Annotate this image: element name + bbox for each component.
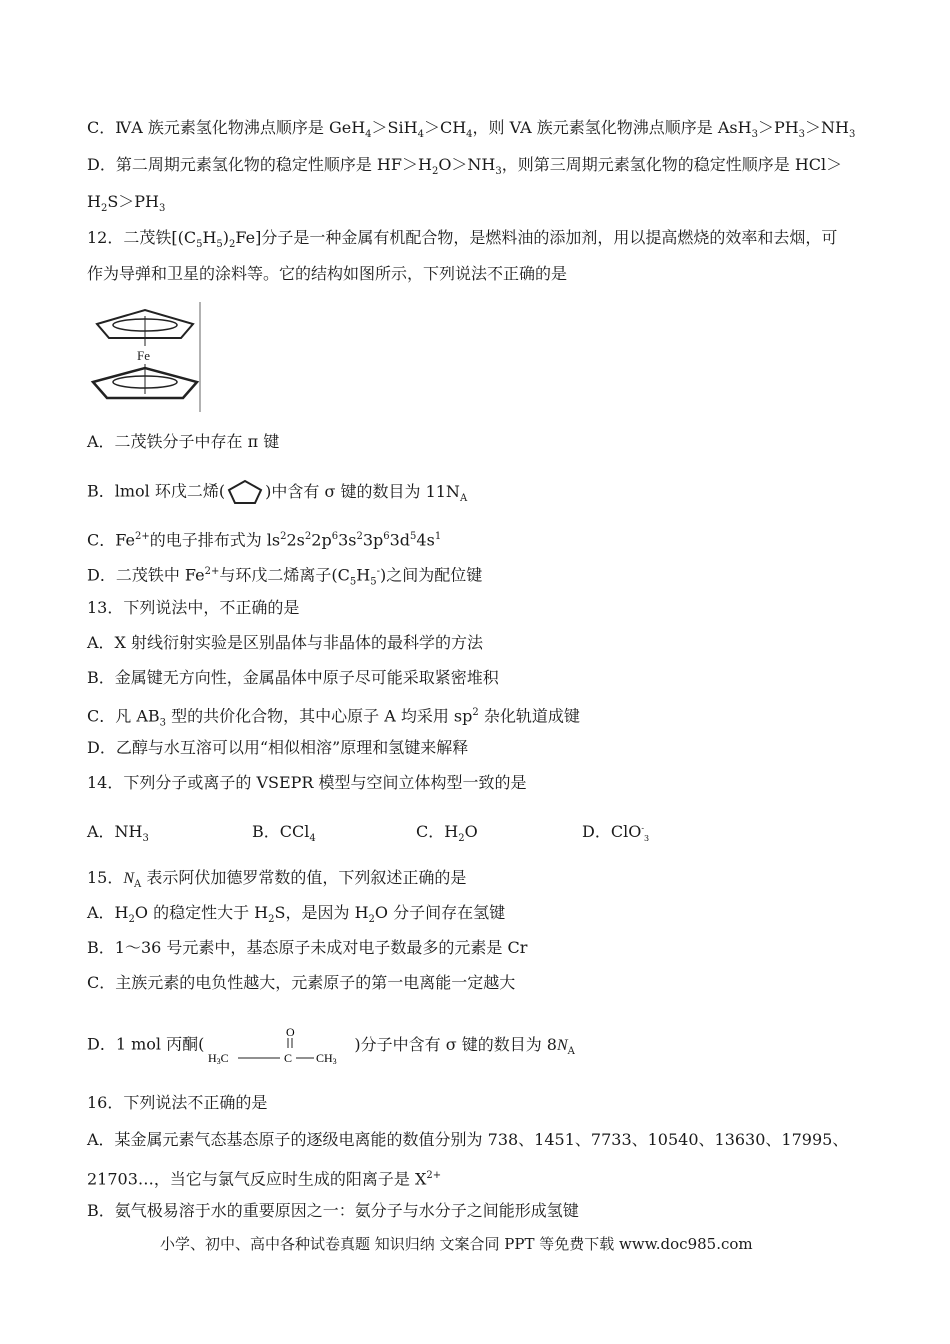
question-16-stem: 16．下列说法不正确的是 — [87, 1093, 268, 1112]
question-12-stem-cont: 作为导弹和卫星的涂料等。它的结构如图所示，下列说法不正确的是 — [87, 264, 568, 283]
option-13-d: D．乙醇与水互溶可以用“相似相溶”原理和氢键来解释 — [87, 738, 469, 757]
option-14-d: D．ClO-$_3$ — [582, 822, 650, 844]
svg-text:Fe: Fe — [137, 348, 150, 363]
option-12-a: A．二茂铁分子中存在 π 键 — [87, 432, 280, 451]
svg-text:C: C — [284, 1051, 293, 1065]
option-15-a: A．$H_2O$ 的稳定性大于 $H_2S$，是因为 $H_2O$ 分子间存在氢键 — [87, 903, 506, 926]
option-14-c: C．$H_2O$ — [416, 822, 478, 845]
question-12-stem: 12．二茂铁$[(C_5H_5)_2Fe]$分子是一种金属有机配合物，是燃料油的添加剂，用以提高燃烧的效率和去烟，可 — [87, 228, 838, 251]
page-footer: 小学、初中、高中各种试卷真题 知识归纳 文案合同 PPT 等免费下载 www.doc985.com — [160, 1235, 753, 1253]
svg-text:H3C: H3C — [208, 1051, 230, 1066]
option-16-a: A．某金属元素气态基态原子的逐级电离能的数值分别为 738、1451、7733、10540、13630、17995、 — [87, 1130, 849, 1149]
question-13-stem: 13．下列说法中，不正确的是 — [87, 598, 300, 617]
option-12-c: C．$Fe^{2+}$的电子排布式为 $ls^22s^22p^63s^23p^63d^54s^1$ — [87, 530, 442, 550]
option-15-c: C．主族元素的电负性越大，元素原子的第一电离能一定越大 — [87, 973, 516, 992]
cyclopentadiene-structure — [225, 478, 265, 506]
option-12-d: D．二茂铁中 $Fe^{2+}$与环戊二烯离子$(C_5H_5^-)$之间为配位键 — [87, 565, 483, 588]
line-d-stability: D．第二周期元素氢化物的稳定性顺序是 $HF>H_2O>NH_3$，则第三周期元素氢化物的稳定性顺序是 HCl＞ — [87, 155, 843, 178]
acetone-structure — [204, 1022, 354, 1068]
option-16-a-cont: 21703…，当它与氯气反应时生成的阳离子是 $X^{2+}$ — [87, 1169, 442, 1189]
option-13-a: A．X 射线衍射实验是区别晶体与非晶体的最科学的方法 — [87, 633, 484, 652]
option-13-b: B．金属键无方向性，金属晶体中原子尽可能采取紧密堆积 — [87, 668, 499, 687]
line-d-stability-cont: $H_2S>PH_3$ — [87, 192, 166, 215]
option-13-c: C．凡 $AB_3$ 型的共价化合物，其中心原子 A 均采用 $sp^2$ 杂化轨道成键 — [87, 706, 580, 729]
question-15-stem: 15．$N_A$ 表示阿伏加德罗常数的值，下列叙述正确的是 — [87, 868, 467, 891]
option-14-a: A．$NH_3$ — [87, 822, 149, 845]
line-c-boiling: C．ⅣA 族元素氢化物沸点顺序是 $GeH_4>SiH_4>CH_4$，则 VA 族元素氢化物沸点顺序是 $AsH_3>PH_3>NH_3$ — [87, 118, 856, 141]
svg-text:CH3: CH3 — [316, 1051, 338, 1066]
option-14-b: B．CCl$_4$ — [252, 822, 316, 845]
option-15-d: D．1 mol 丙酮( O H3C C CH3 )分子中含有 σ 键的数目为 $8N_A$ — [87, 1022, 575, 1068]
question-14-stem: 14．下列分子或离子的 VSEPR 模型与空间立体构型一致的是 — [87, 773, 527, 792]
option-12-b: B．lmol 环戊二烯( )中含有 σ 键的数目为 $11N_A$ — [87, 478, 467, 509]
option-15-b: B．1～36 号元素中，基态原子未成对电子数最多的元素是 Cr — [87, 938, 528, 957]
ferrocene-structure-figure — [87, 302, 205, 412]
svg-text:O: O — [286, 1025, 296, 1039]
option-16-b: B．氨气极易溶于水的重要原因之一：氨分子与水分子之间能形成氢键 — [87, 1201, 579, 1220]
